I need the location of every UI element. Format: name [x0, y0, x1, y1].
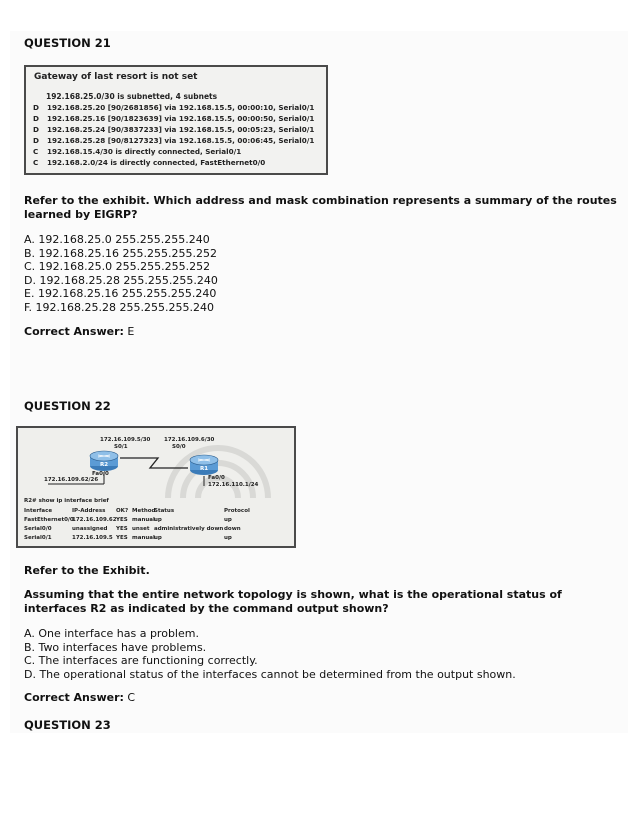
output-row [24, 517, 232, 523]
route-line [33, 125, 314, 134]
option-a: A. 192.168.25.0 255.255.255.240 [24, 233, 210, 246]
cell-method: manual [132, 535, 155, 541]
r1-fa-ip-label: 172.16.110.1/24 [208, 482, 259, 488]
cell-ok: YES [116, 517, 128, 523]
route-code: C [33, 158, 39, 167]
cell-method: manual [132, 517, 155, 523]
question-21-text: Refer to the exhibit. Which address and mask combination represents a summary of the routes learned by EIGRP? [24, 194, 617, 221]
r1-fa-label: Fa0/0 [208, 475, 225, 481]
question-21-options [24, 233, 624, 314]
output-row [24, 535, 232, 541]
option-c: C. 192.168.25.0 255.255.255.252 [24, 260, 211, 273]
command-line: R2# show ip interface brief [24, 498, 109, 504]
header-ok: OK? [116, 508, 129, 514]
option-b: B. 192.168.25.16 255.255.255.252 [24, 246, 217, 260]
question-22-lead: Refer to the Exhibit. [24, 564, 150, 577]
cell-method: unset [132, 526, 150, 532]
route-code: C [33, 147, 39, 156]
router-r1-icon [190, 455, 218, 475]
question-23-title: QUESTION 23 [24, 718, 111, 732]
watermark-graphic [168, 448, 268, 498]
route-text: 192.168.25.28 [90/8127323] via 192.168.15.5, 00:06:45, Serial0/1 [47, 136, 315, 145]
router-r2-icon [90, 451, 118, 471]
route-line [33, 136, 314, 145]
cell-protocol: up [224, 517, 232, 523]
answer-label: Correct Answer: [24, 691, 124, 704]
route-line [33, 103, 314, 112]
gateway-line: Gateway of last resort is not set [34, 72, 198, 82]
output-row [24, 526, 241, 532]
route-code: D [33, 114, 39, 123]
r2-fa-label: Fa0/0 [92, 471, 109, 477]
r1-serial-ip-label: 172.16.109.6/30 [164, 437, 215, 443]
option-f: F. 192.168.25.28 255.255.255.240 [24, 300, 214, 314]
cell-protocol: up [224, 535, 232, 541]
answer-value: C [127, 691, 136, 704]
route-code: D [33, 136, 39, 145]
route-text: 192.168.25.16 [90/1823639] via 192.168.15.5, 00:00:50, Serial0/1 [47, 114, 315, 123]
header-protocol: Protocol [224, 508, 250, 514]
route-text: 192.168.15.4/30 is directly connected, Serial0/1 [47, 147, 242, 156]
header-status: Status [154, 508, 175, 514]
option-b: B. Two interfaces have problems. [24, 640, 207, 654]
cell-interface: FastEthernet0/0 [24, 517, 74, 523]
cell-ip: 172.16.109.5 [72, 535, 113, 541]
cell-interface: Serial0/1 [24, 535, 52, 541]
cell-ip: unassigned [72, 526, 108, 532]
cell-status: up [154, 517, 162, 523]
subnetted-line: 192.168.25.0/30 is subnetted, 4 subnets [46, 92, 218, 101]
answer-value: E [127, 325, 135, 338]
r2-name-label: R2 [100, 462, 109, 468]
header-ip: IP-Address [72, 508, 106, 514]
option-e: E. 192.168.25.16 255.255.255.240 [24, 287, 217, 300]
option-a: A. One interface has a problem. [24, 627, 199, 640]
routing-table-exhibit [24, 65, 328, 175]
route-code: D [33, 125, 39, 134]
cell-ip: 172.16.109.62 [72, 517, 117, 523]
route-text: 192.168.25.20 [90/2681856] via 192.168.15.5, 00:00:10, Serial0/1 [47, 103, 315, 112]
question-22-answer [24, 691, 135, 704]
question-22-options [24, 627, 624, 681]
option-d: D. The operational status of the interfaces cannot be determined from the output shown. [24, 667, 516, 681]
route-text: 192.168.2.0/24 is directly connected, FastEthernet0/0 [47, 158, 266, 167]
r2-fa-ip-label: 172.16.109.62/26 [44, 477, 99, 483]
cell-status: administratively down [154, 526, 224, 532]
output-header-row [24, 508, 250, 514]
document-page [10, 31, 628, 733]
cell-ok: YES [116, 535, 128, 541]
route-text: 192.168.25.24 [90/3837233] via 192.168.15.5, 00:05:23, Serial0/1 [47, 125, 315, 134]
cell-status: up [154, 535, 162, 541]
answer-label: Correct Answer: [24, 325, 124, 338]
question-22-text: Assuming that the entire network topology is shown, what is the operational status of interfaces R2 as indicated by the command output shown? [24, 588, 562, 615]
network-topology-exhibit [16, 426, 296, 548]
route-line [33, 147, 241, 156]
question-21-answer [24, 325, 134, 338]
question-22-title: QUESTION 22 [24, 399, 111, 413]
r2-serial-ip-label: 172.16.109.5/30 [100, 437, 151, 443]
cell-interface: Serial0/0 [24, 526, 52, 532]
question-21-title: QUESTION 21 [24, 36, 111, 50]
option-c: C. The interfaces are functioning correctly. [24, 654, 258, 667]
route-line [33, 158, 265, 167]
r1-name-label: R1 [200, 466, 209, 472]
option-d: D. 192.168.25.28 255.255.255.240 [24, 273, 218, 287]
cell-ok: YES [116, 526, 128, 532]
route-code: D [33, 103, 39, 112]
r2-serial-label: S0/1 [114, 444, 128, 450]
cell-protocol: down [224, 526, 241, 532]
r1-serial-label: S0/0 [172, 444, 186, 450]
route-line [33, 114, 314, 123]
header-method: Method [132, 508, 156, 514]
header-interface: Interface [24, 508, 53, 514]
